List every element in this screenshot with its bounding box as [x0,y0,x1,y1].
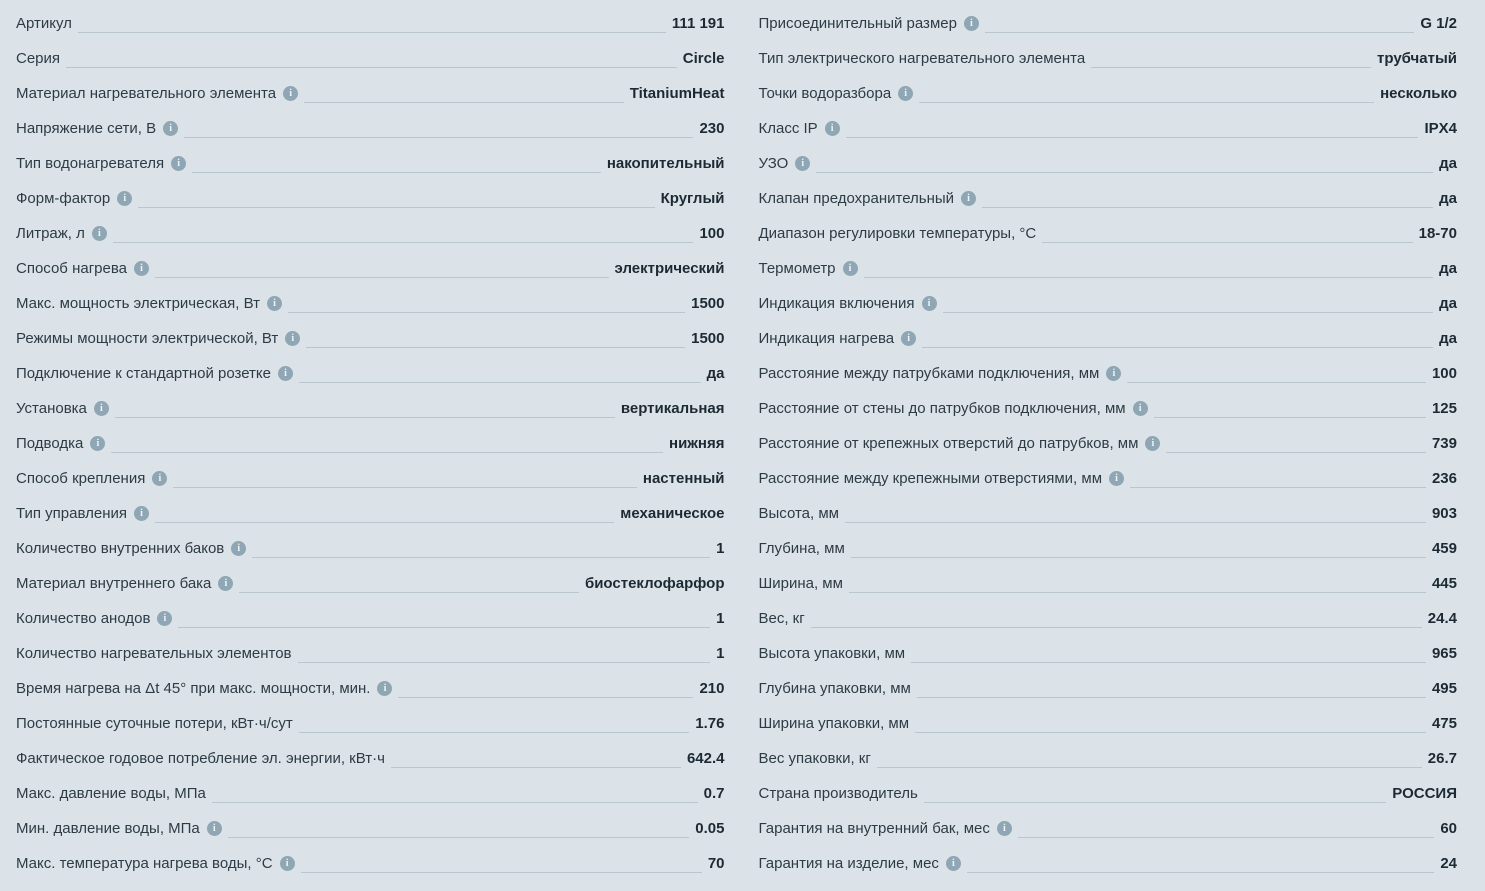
spec-value: 100 [699,225,725,242]
spec-label-text: Постоянные суточные потери, кВт·ч/сут [16,715,293,732]
spec-value: 1 [716,645,725,662]
spec-row [16,181,725,216]
spec-row [759,776,1458,811]
spec-label [759,601,805,636]
spec-value: 111 191 [671,15,725,32]
spec-row [16,601,725,636]
info-icon[interactable]: i [283,86,298,101]
spec-label [759,76,914,111]
spec-row [759,671,1458,706]
spec-label [759,111,840,146]
spec-label [16,706,293,741]
spec-row [759,251,1458,286]
spec-leader-line [985,32,1414,33]
spec-label-text: Гарантия на внутренний бак, мес [758,820,990,837]
spec-leader-line [1130,487,1426,488]
spec-label [759,636,906,671]
spec-value: 475 [1431,715,1457,732]
info-icon[interactable]: i [134,506,149,521]
spec-row [16,776,725,811]
spec-leader-line [115,417,615,418]
spec-label-text: Термометр [758,260,836,277]
spec-value: G 1/2 [1420,15,1457,32]
spec-label-text: Высота, мм [758,505,839,522]
spec-leader-line [915,732,1426,733]
spec-label [16,671,392,706]
spec-row [16,566,725,601]
spec-label-text: Артикул [16,15,72,32]
spec-row [759,76,1458,111]
info-icon[interactable]: i [207,821,222,836]
spec-leader-line [982,207,1433,208]
spec-value: 26.7 [1427,750,1457,767]
spec-label [16,776,206,811]
spec-value: 100 [1431,365,1457,382]
spec-leader-line [301,872,702,873]
spec-leader-line [192,172,601,173]
spec-row [759,566,1458,601]
spec-label [759,286,937,321]
spec-label [16,566,233,601]
spec-leader-line [919,102,1374,103]
spec-label-text: Точки водоразбора [758,85,892,102]
spec-label [16,741,385,776]
spec-row [16,111,725,146]
spec-label-text: Страна производитель [758,785,918,802]
info-icon[interactable]: i [964,16,979,31]
info-icon[interactable]: i [92,226,107,241]
spec-value: да [706,365,725,382]
spec-value: TitaniumHeat [629,85,725,102]
spec-label [16,251,149,286]
spec-leader-line [304,102,624,103]
spec-label [16,181,132,216]
spec-row [759,461,1458,496]
spec-leader-line [967,872,1434,873]
spec-leader-line [299,732,690,733]
spec-row [16,706,725,741]
spec-row [16,286,725,321]
spec-leader-line [298,662,711,663]
spec-label-text: Макс. температура нагрева воды, °С [16,855,273,872]
spec-label [759,146,811,181]
spec-leader-line [922,347,1433,348]
spec-value: вертикальная [620,400,725,417]
spec-label-text: Расстояние от стены до патрубков подключения, мм [758,400,1126,417]
spec-label-text: УЗО [758,155,789,172]
spec-leader-line [113,242,694,243]
spec-label-text: Время нагрева на Δt 45° при макс. мощности, мин. [16,680,371,697]
spec-leader-line [1154,417,1426,418]
spec-label-text: Индикация нагрева [758,330,895,347]
spec-row [759,846,1458,881]
spec-label [16,6,72,41]
spec-label [16,426,105,461]
spec-value: 230 [699,120,725,137]
spec-label [16,41,60,76]
info-icon[interactable]: i [152,471,167,486]
spec-leader-line [943,312,1434,313]
spec-leader-line [288,312,685,313]
spec-label [16,496,149,531]
spec-value: 1500 [691,295,725,312]
spec-value: несколько [1380,85,1457,102]
spec-value: трубчатый [1377,50,1457,67]
spec-label [759,496,839,531]
info-icon[interactable]: i [171,156,186,171]
spec-leader-line [877,767,1422,768]
spec-label-text: Гарантия на изделие, мес [758,855,939,872]
spec-label-text: Ширина упаковки, мм [758,715,910,732]
spec-label [16,216,107,251]
spec-row [16,356,725,391]
spec-label-text: Ширина, мм [758,575,843,592]
info-icon[interactable]: i [90,436,105,451]
spec-row [16,531,725,566]
spec-row [16,496,725,531]
spec-leader-line [851,557,1426,558]
spec-leader-line [78,32,666,33]
spec-value: 1 [716,610,725,627]
spec-label-text: Диапазон регулировки температуры, °С [758,225,1037,242]
spec-label [759,846,961,881]
spec-label [759,181,977,216]
info-icon[interactable]: i [231,541,246,556]
spec-label-text: Расстояние между крепежными отверстиями, мм [758,470,1103,487]
spec-label [759,706,910,741]
spec-label [759,216,1037,251]
spec-value: Круглый [660,190,725,207]
spec-label [759,426,1161,461]
spec-value: 965 [1431,645,1457,662]
spec-leader-line [846,137,1419,138]
spec-label-text: Способ крепления [16,470,146,487]
info-icon[interactable]: i [94,401,109,416]
spec-label [759,776,918,811]
info-icon[interactable]: i [922,296,937,311]
spec-row [16,391,725,426]
spec-label [759,356,1122,391]
spec-label [16,146,186,181]
spec-label-text: Установка [16,400,87,417]
spec-row [759,601,1458,636]
spec-label-text: Подводка [16,435,84,452]
spec-label-text: Мин. давление воды, МПа [16,820,200,837]
spec-label-text: Серия [16,50,61,67]
spec-label [16,531,246,566]
spec-row [16,146,725,181]
spec-value: 24 [1440,855,1457,872]
spec-value: 24.4 [1427,610,1457,627]
spec-leader-line [391,767,681,768]
spec-label [16,601,172,636]
spec-value: 445 [1431,575,1457,592]
spec-label-text: Режимы мощности электрической, Вт [16,330,279,347]
spec-value: Circle [682,50,725,67]
spec-row [16,811,725,846]
spec-value: да [1439,155,1457,172]
info-icon[interactable]: i [280,856,295,871]
spec-label [16,286,282,321]
spec-value: 210 [699,680,725,697]
spec-row [16,636,725,671]
spec-row [759,216,1458,251]
spec-row [16,741,725,776]
spec-row [759,356,1458,391]
spec-value: да [1439,260,1457,277]
specifications-column-left [0,6,743,881]
spec-label [759,6,979,41]
spec-label-text: Класс IP [758,120,818,137]
spec-label-text: Количество внутренних баков [16,540,225,557]
spec-row [759,391,1458,426]
info-icon[interactable]: i [946,856,961,871]
spec-leader-line [173,487,637,488]
spec-row [759,146,1458,181]
spec-label [16,811,222,846]
info-icon[interactable]: i [377,681,392,696]
spec-value: 236 [1431,470,1457,487]
spec-row [759,496,1458,531]
info-icon[interactable]: i [117,191,132,206]
specifications-columns [0,6,1485,881]
spec-leader-line [299,382,701,383]
spec-label-text: Глубина, мм [758,540,845,557]
spec-value: нижняя [669,435,725,452]
info-icon[interactable]: i [825,121,840,136]
spec-value: 0.05 [695,820,725,837]
spec-leader-line [306,347,685,348]
spec-label-text: Форм-фактор [16,190,111,207]
specifications-column-right [743,6,1485,881]
spec-leader-line [398,697,693,698]
spec-value: РОССИЯ [1392,785,1457,802]
spec-label-text: Клапан предохранительный [758,190,955,207]
spec-label-text: Глубина упаковки, мм [758,680,911,697]
spec-leader-line [924,802,1386,803]
spec-row [16,461,725,496]
spec-row [759,426,1458,461]
spec-leader-line [911,662,1426,663]
spec-value: 125 [1431,400,1457,417]
spec-label-text: Расстояние между патрубками подключения, мм [758,365,1100,382]
spec-leader-line [1018,837,1434,838]
spec-leader-line [111,452,663,453]
spec-value: 70 [707,855,725,872]
spec-row [759,706,1458,741]
spec-value: 459 [1431,540,1457,557]
spec-label-text: Тип водонагревателя [16,155,165,172]
info-icon[interactable]: i [1133,401,1148,416]
spec-row [759,321,1458,356]
spec-label [759,566,843,601]
spec-label [759,741,871,776]
spec-label-text: Подключение к стандартной розетке [16,365,271,382]
spec-label-text: Материал внутреннего бака [16,575,212,592]
spec-value: 642.4 [686,750,725,767]
spec-label-text: Способ нагрева [16,260,127,277]
spec-label [16,461,167,496]
spec-value: 60 [1440,820,1457,837]
spec-row [759,531,1458,566]
spec-leader-line [212,802,698,803]
spec-leader-line [184,137,693,138]
spec-label [16,636,292,671]
spec-leader-line [252,557,710,558]
spec-value: 495 [1431,680,1457,697]
spec-leader-line [849,592,1426,593]
spec-row [759,286,1458,321]
spec-value: механическое [620,505,725,522]
info-icon[interactable]: i [901,331,916,346]
spec-leader-line [1127,382,1426,383]
spec-label-text: Вес, кг [758,610,805,627]
spec-leader-line [1091,67,1371,68]
spec-label [759,531,845,566]
info-icon[interactable]: i [278,366,293,381]
spec-label [16,846,295,881]
spec-row [759,811,1458,846]
info-icon[interactable]: i [134,261,149,276]
info-icon[interactable]: i [898,86,913,101]
spec-row [16,216,725,251]
info-icon[interactable]: i [1106,366,1121,381]
spec-row [759,111,1458,146]
spec-leader-line [155,277,609,278]
spec-value: 739 [1431,435,1457,452]
spec-row [16,6,725,41]
info-icon[interactable]: i [157,611,172,626]
spec-label-text: Напряжение сети, В [16,120,157,137]
spec-label-text: Тип электрического нагревательного элемента [758,50,1086,67]
spec-row [16,251,725,286]
spec-label-text: Присоединительный размер [758,15,957,32]
spec-value: 903 [1431,505,1457,522]
spec-value: биостеклофарфор [584,575,725,592]
spec-label [759,811,1012,846]
spec-leader-line [178,627,710,628]
spec-label-text: Тип управления [16,505,127,522]
spec-label [759,671,911,706]
info-icon[interactable]: i [218,576,233,591]
spec-row [16,76,725,111]
info-icon[interactable]: i [961,191,976,206]
spec-leader-line [1166,452,1426,453]
spec-label [16,111,178,146]
info-icon[interactable]: i [1109,471,1124,486]
spec-label-text: Макс. мощность электрическая, Вт [16,295,261,312]
spec-leader-line [811,627,1422,628]
spec-label-text: Литраж, л [16,225,85,242]
spec-label-text: Макс. давление воды, МПа [16,785,206,802]
spec-row [759,636,1458,671]
info-icon[interactable]: i [795,156,810,171]
spec-value: IPX4 [1424,120,1457,137]
spec-value: 0.7 [703,785,725,802]
spec-label-text: Высота упаковки, мм [758,645,906,662]
info-icon[interactable]: i [163,121,178,136]
spec-label [16,321,300,356]
spec-value: да [1439,330,1457,347]
spec-row [759,741,1458,776]
spec-label [16,76,298,111]
spec-leader-line [816,172,1433,173]
spec-value: электрический [614,260,725,277]
spec-value: да [1439,295,1457,312]
spec-label [759,321,917,356]
spec-row [16,671,725,706]
spec-value: 1500 [691,330,725,347]
spec-label-text: Вес упаковки, кг [758,750,871,767]
spec-value: 18-70 [1418,225,1457,242]
spec-label [759,391,1148,426]
spec-row [16,426,725,461]
spec-label-text: Фактическое годовое потребление эл. энергии, кВт·ч [16,750,385,767]
spec-leader-line [155,522,614,523]
spec-row [16,846,725,881]
spec-leader-line [66,67,677,68]
spec-label-text: Количество анодов [16,610,151,627]
spec-row [16,41,725,76]
spec-label [16,356,293,391]
spec-leader-line [138,207,654,208]
spec-value: настенный [642,470,725,487]
spec-leader-line [239,592,579,593]
info-icon[interactable]: i [1145,436,1160,451]
spec-row [759,6,1458,41]
info-icon[interactable]: i [267,296,282,311]
spec-label [759,41,1086,76]
spec-leader-line [917,697,1426,698]
spec-value: 1 [716,540,725,557]
spec-leader-line [1042,242,1412,243]
spec-label-text: Материал нагревательного элемента [16,85,277,102]
spec-row [759,181,1458,216]
spec-label [759,251,858,286]
spec-value: да [1439,190,1457,207]
spec-label-text: Расстояние от крепежных отверстий до патрубков, мм [758,435,1139,452]
spec-label-text: Количество нагревательных элементов [16,645,292,662]
spec-value: накопительный [606,155,725,172]
spec-leader-line [864,277,1434,278]
info-icon[interactable]: i [843,261,858,276]
spec-row [16,321,725,356]
spec-label [759,461,1125,496]
spec-label [16,391,109,426]
spec-leader-line [845,522,1426,523]
spec-value: 1.76 [695,715,725,732]
info-icon[interactable]: i [997,821,1012,836]
spec-label-text: Индикация включения [758,295,915,312]
spec-row [759,41,1458,76]
spec-leader-line [228,837,690,838]
info-icon[interactable]: i [285,331,300,346]
